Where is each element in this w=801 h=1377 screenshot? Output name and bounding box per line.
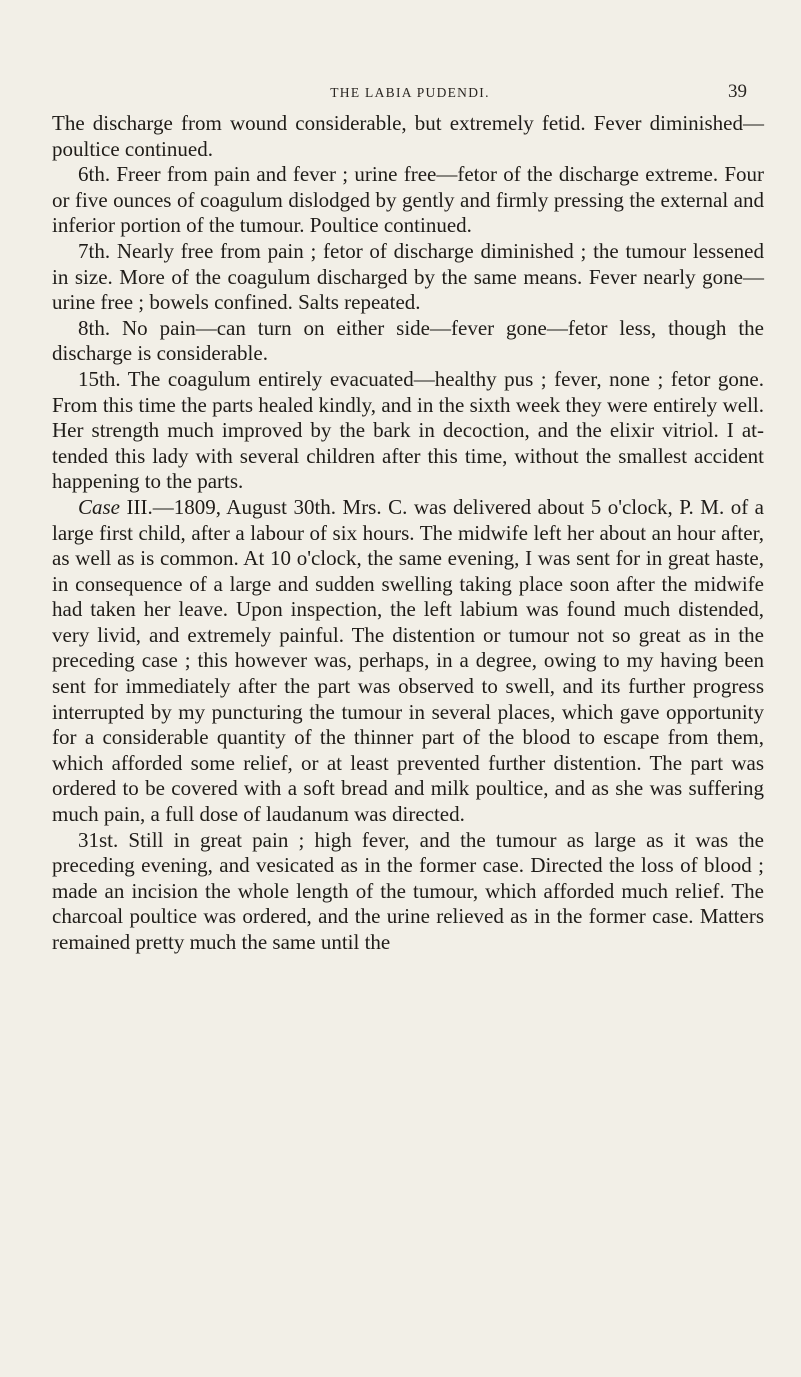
running-title: THE LABIA PUDENDI.: [330, 85, 490, 100]
paragraph: 8th. No pain—can turn on either side—fever gone—fetor less, though the discharge is considerable.: [52, 315, 764, 366]
page-number: 39: [728, 81, 747, 102]
paragraph: 15th. The coagulum entirely evacuated—healthy pus ; fever, none ; fetor gone. From this time the parts healed kindly, and in the sixth week they were entirely well. Her strength much improved by the bark in decoction, and the elixir vitriol. I attended this lady with several children after this time, without the smallest accident happening to the parts.: [52, 366, 764, 494]
paragraph: 7th. Nearly free from pain ; fetor of discharge diminished ; the tumour lessened in size. More of the coagulum discharged by the same means. Fever nearly gone—urine free ; bowels confined. Salts repeated.: [52, 238, 764, 315]
running-header: [60, 81, 760, 105]
paragraph: The discharge from wound considerable, but extremely fetid. Fever diminished—poultice continued.: [52, 111, 764, 161]
paragraph-text: III.—1809, August 30th. Mrs. C. was delivered about 5 o'clock, P. M. of a large first child, after a labour of six hours. The midwife left her about an hour after, as well as is common. At 10 o'clock, the same evening, I was sent for in great haste, in consequence of a large and sudden swelling taking place soon after the midwife had taken her leave. Upon inspection, the left labium was found much distended, very livid, and extremely painful. The distention or tumour not so great as in the preceding case ; this however was, perhaps, in a degree, owing to my having been sent for immediately after the part was observed to swell, and its further progress interrupted by my puncturing the tumour in several places, which gave opportunity for a considerable quantity of the thinner part of the blood to escape from them, which afforded some relief, or at least prevented further distention. The part was ordered to be covered with a soft bread and milk poultice, and as she was suffering much pain, a full dose of laudanum was directed.: [52, 494, 764, 827]
body-text: [52, 111, 764, 956]
paragraph: 6th. Freer from pain and fever ; urine free—fetor of the discharge extreme. Four or five ounces of coagulum dislodged by gently and firmly pressing the external and inferior portion of the tumour. Poultice continued.: [52, 162, 764, 238]
paragraph: 31st. Still in great pain ; high fever, and the tumour as large as it was the preceding evening, and vesicated as in the former case. Directed the loss of blood ; made an incision the whole length of the tumour, which afforded much relief. The charcoal poultice was ordered, and the urine relieved as in the former case. Matters remained pretty much the same until the: [52, 827, 764, 954]
paragraph: [52, 495, 764, 828]
case-label: Case: [78, 494, 120, 519]
